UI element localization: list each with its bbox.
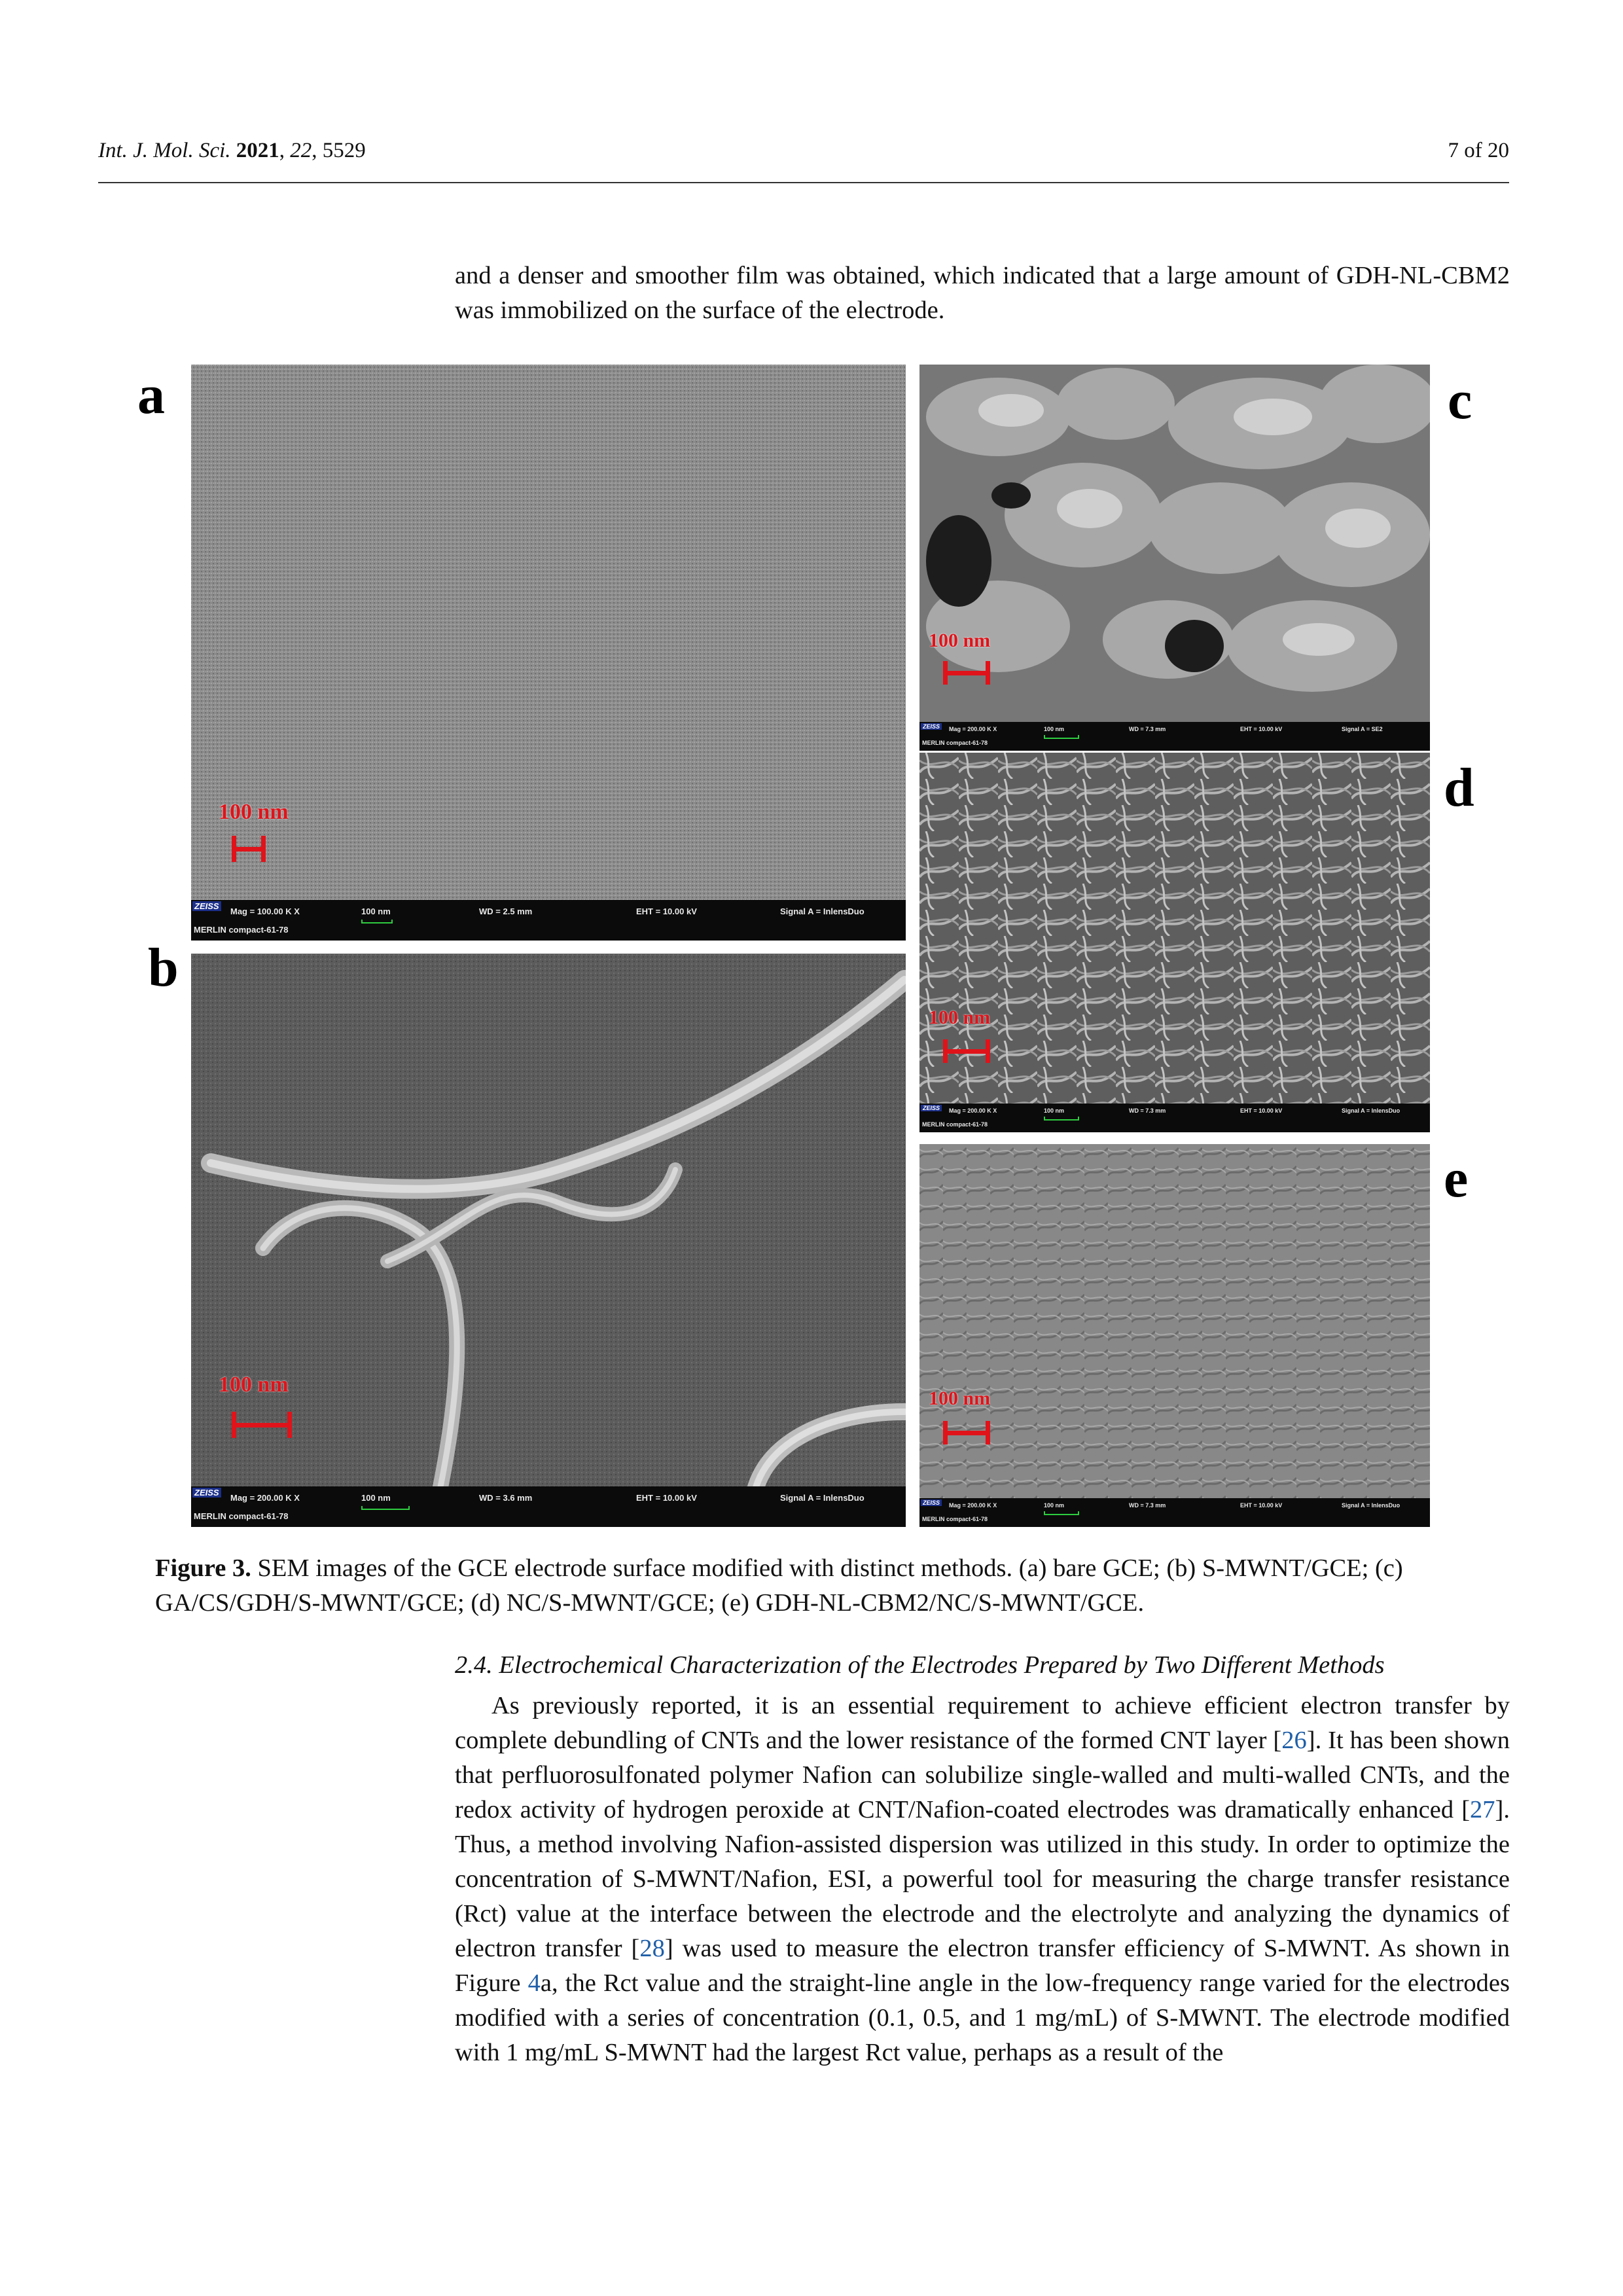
- eht-voltage: EHT = 10.00 kV: [636, 1493, 697, 1503]
- citation-link[interactable]: 28: [639, 1935, 665, 1962]
- journal-volume: 22: [290, 139, 312, 162]
- info-scale-line: [361, 920, 393, 924]
- panel-label-a: a: [137, 365, 165, 425]
- signal-detector: Signal A = InlensDuo: [780, 1493, 865, 1503]
- sem-image-e: [919, 1144, 1430, 1527]
- working-distance: WD = 7.3 mm: [1129, 1107, 1166, 1114]
- info-scale: 100 nm: [1044, 726, 1065, 732]
- sem-info-bar-e: [919, 1498, 1430, 1527]
- figure-caption-text: SEM images of the GCE electrode surface modified with distinct methods. (a) bare GCE; (b) S-MWNT/GCE; (c) GA/CS/GDH/S-MWNT/GCE; (d) NC/S-MWNT/GCE; (e) GDH-NL-CBM2/NC/S-MWNT/GCE.: [155, 1554, 1403, 1617]
- working-distance: WD = 2.5 mm: [479, 906, 533, 916]
- info-scale-line: [361, 1506, 410, 1510]
- figure-link[interactable]: 4: [527, 1969, 541, 1997]
- sem-image-d: [919, 753, 1430, 1132]
- sem-panel-e: [919, 1144, 1430, 1527]
- sem-info-bar-c: [919, 722, 1430, 751]
- signal-detector: Signal A = InlensDuo: [780, 906, 865, 916]
- eht-voltage: EHT = 10.00 kV: [1240, 726, 1283, 732]
- scale-bar-e: [943, 1421, 990, 1444]
- magnification: Mag = 200.00 K X: [230, 1493, 300, 1503]
- sem-info-bar-d: [919, 1103, 1430, 1132]
- sem-image-b: [191, 954, 906, 1527]
- eht-voltage: EHT = 10.00 kV: [1240, 1502, 1283, 1509]
- scale-bar-b: [232, 1412, 292, 1438]
- scale-bar-a: [232, 836, 266, 862]
- panel-label-c: c: [1448, 370, 1472, 431]
- sem-info-bar-b: [191, 1486, 906, 1527]
- info-scale-line: [1044, 735, 1079, 739]
- scale-label-e: 100 nm: [929, 1388, 991, 1409]
- working-distance: WD = 7.3 mm: [1129, 726, 1166, 732]
- scale-label-d: 100 nm: [929, 1007, 991, 1028]
- working-distance: WD = 3.6 mm: [479, 1493, 533, 1503]
- sem-panel-d: [919, 753, 1430, 1132]
- running-header-citation: Int. J. Mol. Sci. 2021, 22, 5529: [98, 139, 366, 162]
- scale-label-c: 100 nm: [929, 630, 991, 651]
- sem-image-a: [191, 365, 906, 941]
- section-heading: 2.4. Electrochemical Characterization of the Electrodes Prepared by Two Different Methods: [455, 1651, 1385, 1679]
- instrument-name: MERLIN compact-61-78: [922, 1121, 988, 1128]
- instrument-name: MERLIN compact-61-78: [922, 740, 988, 746]
- figure-caption: [155, 1551, 1510, 1621]
- intro-paragraph: and a denser and smoother film was obtained, which indicated that a large amount of GDH-NL-CBM2 was immobilized on the surface of the electrode.: [455, 262, 1510, 324]
- paragraph-text: ] was used to measure the electron transfer efficiency of S-MWNT. As shown in Figure: [455, 1935, 1510, 1997]
- page-number: 7 of 20: [1448, 139, 1509, 162]
- panel-label-b: b: [148, 937, 179, 998]
- zeiss-logo: ZEISS: [921, 1105, 942, 1111]
- magnification: Mag = 200.00 K X: [949, 726, 997, 732]
- info-scale: 100 nm: [361, 1493, 391, 1503]
- eht-voltage: EHT = 10.00 kV: [636, 906, 697, 916]
- info-scale: 100 nm: [1044, 1107, 1065, 1114]
- paragraph-text: ]. It has been shown that perfluorosulfonated polymer Nafion can solubilize single-walled and multi-walled CNTs, and the redox activity of hydrogen peroxide at CNT/Nafion-coated electrodes was dramatically enhanced [: [455, 1727, 1510, 1823]
- header-rule: [98, 182, 1509, 183]
- sem-info-bar-a: [191, 900, 906, 941]
- journal-name: Int. J. Mol. Sci.: [98, 139, 231, 162]
- zeiss-logo: ZEISS: [192, 1488, 221, 1498]
- body-paragraph: [455, 1689, 1510, 2070]
- paragraph-text: As previously reported, it is an essential requirement to achieve efficient electron transfer by complete debundling of CNTs and the lower resistance of the formed CNT layer [: [455, 1692, 1510, 1754]
- info-scale-line: [1044, 1511, 1079, 1515]
- sem-panel-c: [919, 365, 1430, 751]
- zeiss-logo: ZEISS: [921, 723, 942, 730]
- sem-image-c: [919, 365, 1430, 751]
- panel-label-e: e: [1444, 1148, 1469, 1209]
- signal-detector: Signal A = InlensDuo: [1342, 1502, 1400, 1509]
- sem-panel-a: [191, 365, 906, 941]
- instrument-name: MERLIN compact-61-78: [194, 1511, 289, 1521]
- instrument-name: MERLIN compact-61-78: [194, 925, 289, 935]
- citation-link[interactable]: 27: [1470, 1796, 1495, 1823]
- magnification: Mag = 100.00 K X: [230, 906, 300, 916]
- eht-voltage: EHT = 10.00 kV: [1240, 1107, 1283, 1114]
- zeiss-logo: ZEISS: [921, 1499, 942, 1506]
- instrument-name: MERLIN compact-61-78: [922, 1516, 988, 1522]
- citation-link[interactable]: 26: [1281, 1727, 1307, 1754]
- signal-detector: Signal A = InlensDuo: [1342, 1107, 1400, 1114]
- info-scale-line: [1044, 1117, 1079, 1121]
- scale-bar-c: [943, 661, 990, 685]
- journal-year: 2021: [236, 139, 279, 162]
- working-distance: WD = 7.3 mm: [1129, 1502, 1166, 1509]
- magnification: Mag = 200.00 K X: [949, 1502, 997, 1509]
- scale-label-a: 100 nm: [219, 800, 289, 824]
- signal-detector: Signal A = SE2: [1342, 726, 1383, 732]
- paragraph-text: a, the Rct value and the straight-line angle in the low-frequency range varied for the electrodes modified with a series of concentration (0.1, 0.5, and 1 mg/mL) of S-MWNT. The electrode modified with 1 mg/mL S-MWNT had the largest Rct value, perhaps as a result of the: [455, 1969, 1510, 2066]
- panel-label-d: d: [1444, 757, 1474, 818]
- paragraph-text: ]. Thus, a method involving Nafion-assisted dispersion was utilized in this study. In order to optimize the concentration of S-MWNT/Nafion, ESI, a powerful tool for measuring the charge transfer resistance (Rct) value at the interface between the electrode and the electrolyte and analyzing the dynamics of electron transfer [: [455, 1796, 1510, 1962]
- magnification: Mag = 200.00 K X: [949, 1107, 997, 1114]
- figure-caption-label: Figure 3.: [155, 1554, 251, 1582]
- sem-panel-b: [191, 954, 906, 1527]
- article-number: 5529: [322, 139, 366, 162]
- info-scale: 100 nm: [361, 906, 391, 916]
- scale-bar-d: [943, 1039, 990, 1063]
- scale-label-b: 100 nm: [219, 1372, 289, 1397]
- info-scale: 100 nm: [1044, 1502, 1065, 1509]
- zeiss-logo: ZEISS: [192, 901, 221, 911]
